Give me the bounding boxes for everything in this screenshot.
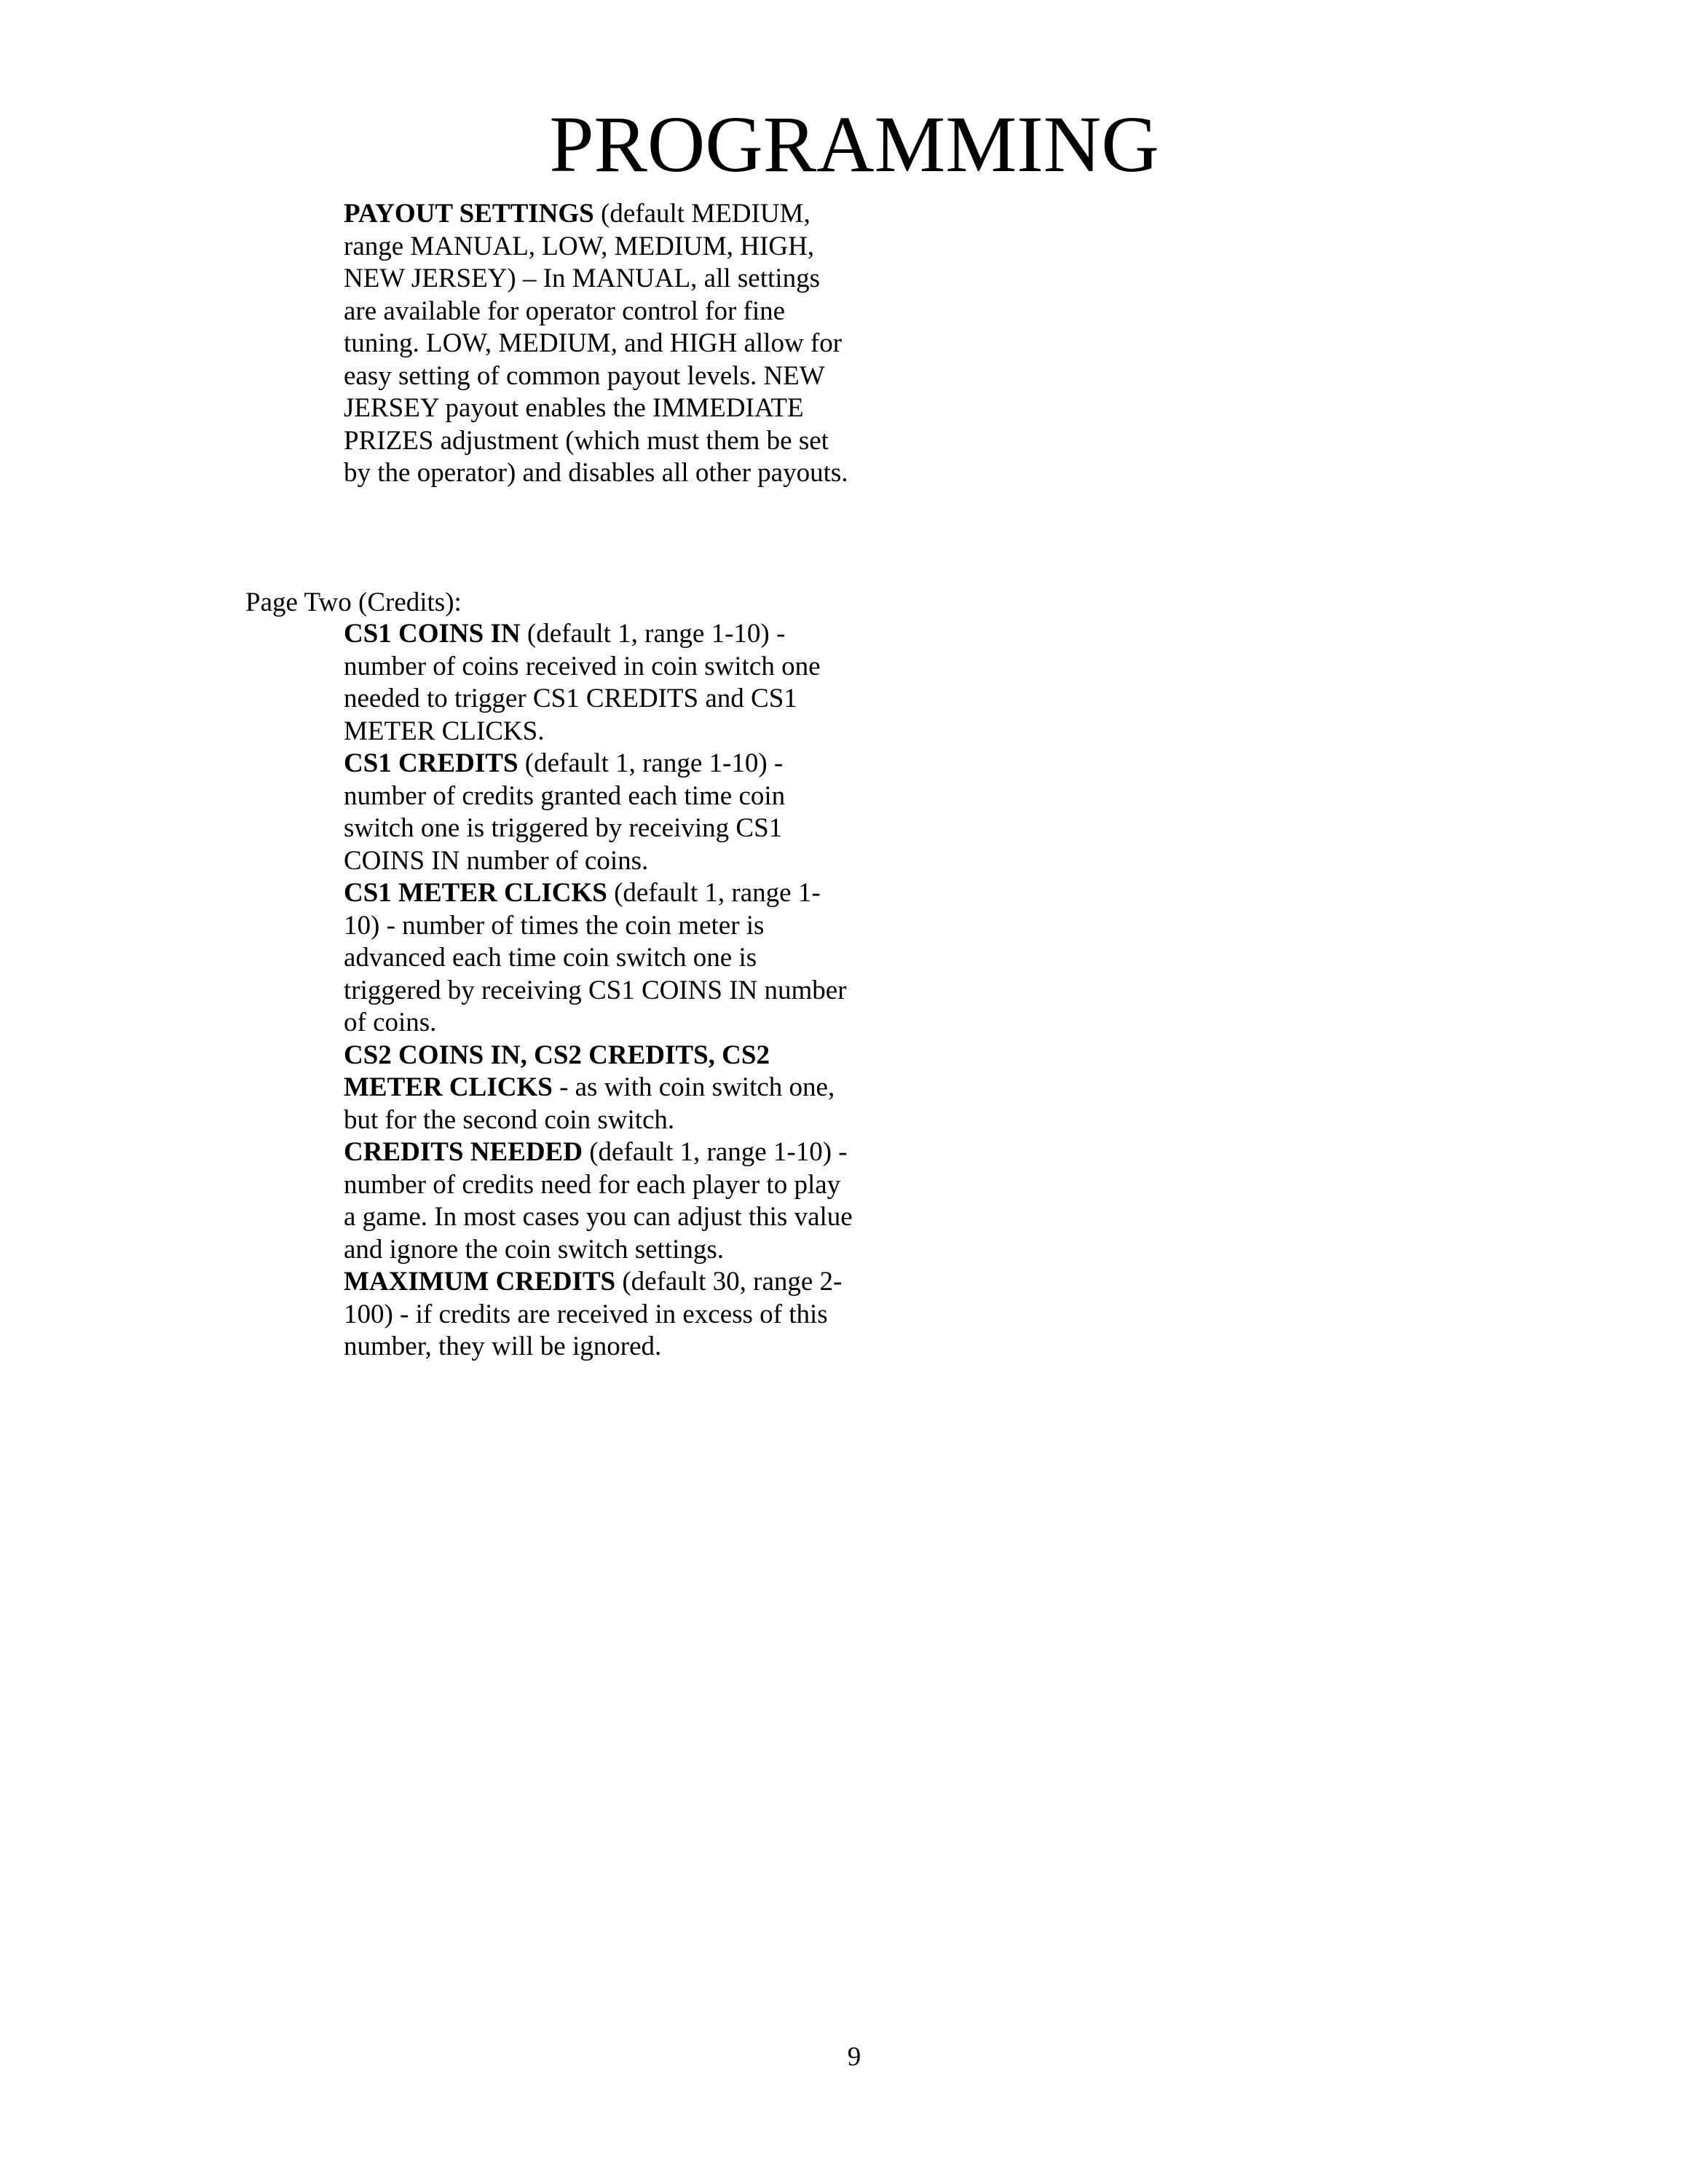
page-title: PROGRAMMING — [549, 100, 1159, 189]
setting-entry-cs2 — [344, 1040, 853, 1137]
setting-description: (default 30, range 2-100) - if credits are received in excess of this number, they will be ignored. — [344, 1267, 843, 1361]
payout-settings-entry — [344, 198, 853, 490]
setting-entry-cs1-coins-in — [344, 618, 853, 748]
setting-name: CS1 METER CLICKS — [344, 878, 607, 908]
setting-name: CS1 COINS IN — [344, 619, 521, 649]
setting-name: PAYOUT SETTINGS — [344, 199, 594, 229]
setting-description: (default 1, range 1-10) - number of credits need for each player to play a game. In most cases you can adjust this value and ignore the coin switch settings. — [344, 1137, 853, 1265]
setting-entry-cs1-meter-clicks — [344, 877, 853, 1040]
setting-description: (default 1, range 1-10) - number of times the coin meter is advanced each time coin switch one is triggered by receiving CS1 COINS IN number of coins. — [344, 878, 847, 1037]
page-number: 9 — [847, 2042, 861, 2072]
setting-entry-maximum-credits — [344, 1266, 853, 1364]
setting-description: - as with coin switch one, but for the second coin switch. — [344, 1072, 835, 1135]
setting-name: CS2 COINS IN, CS2 CREDITS, CS2 METER CLICKS — [344, 1040, 770, 1102]
section-label: Page Two (Credits): — [245, 587, 462, 617]
credits-settings-list — [344, 618, 853, 1364]
setting-name: MAXIMUM CREDITS — [344, 1267, 616, 1297]
setting-entry-credits-needed — [344, 1136, 853, 1266]
setting-name: CS1 CREDITS — [344, 748, 518, 778]
setting-description: (default MEDIUM, range MANUAL, LOW, MEDIUM, HIGH, NEW JERSEY) – In MANUAL, all settings are available for operator control for fine tuning. LOW, MEDIUM, and HIGH allow for easy setting of common payout levels. NEW JERSEY payout enables the IMMEDIATE PRIZES adjustment (which must them be set by the operator) and disables all other payouts. — [344, 199, 848, 488]
setting-entry-cs1-credits — [344, 748, 853, 877]
setting-description: (default 1, range 1-10) - number of credits granted each time coin switch one is triggered by receiving CS1 COINS IN number of coins. — [344, 748, 786, 876]
setting-name: CREDITS NEEDED — [344, 1137, 583, 1167]
payout-settings-paragraph — [344, 198, 853, 490]
setting-description: (default 1, range 1-10) - number of coins received in coin switch one needed to trigger CS1 CREDITS and CS1 METER CLICKS. — [344, 619, 821, 746]
